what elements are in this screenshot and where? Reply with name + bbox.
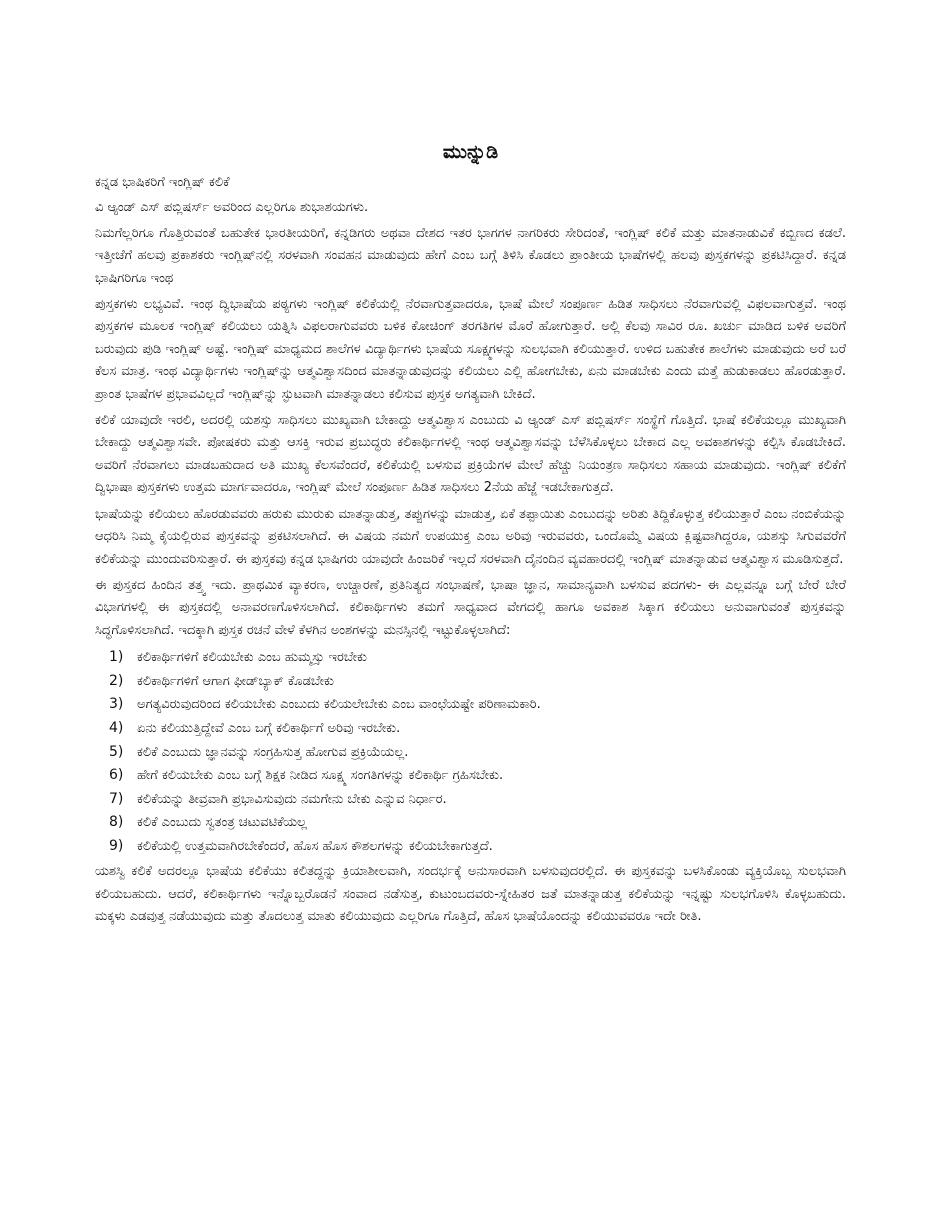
paragraph-5: ಈ ಪುಸ್ತಕದ ಹಿಂದಿನ ತತ್ತ್ವ ಇದು. ಪ್ರಾಥಮಿಕ ವ್ಯಾಕರಣ, ಉಚ್ಚಾರಣೆ, ಪ್ರತಿನಿತ್ಯದ ಸಂಭಾಷಣೆ, ಭಾಷಾ ಜ್ಞಾನ, ಸಾಮಾನ್ಯವಾಗಿ ಬಳಸುವ ಪದಗಳು- ಈ ಎಲ್ಲವನ್ನೂ ಬಗ್ಗೆ ಬೇರೆ ಬೇರೆ ವಿಭಾಗಗಳಲ್ಲಿ ಈ ಪುಸ್ತಕದಲ್ಲಿ ಅನಾವರಣಗೊಳಿಸಲಾಗಿದೆ. ಕಲಿಕಾರ್ಥಿಗಳು ತಮಗೆ ಸಾಧ್ಯವಾದ ವೇಗದಲ್ಲಿ ಹಾಗೂ ಅವಕಾಶ ಸಿಕ್ಕಾಗ ಕಲಿಯಲು ಅನುವಾಗುವಂತೆ ಪುಸ್ತಕವನ್ನು ಸಿದ್ಧಗೊಳಿಸಲಾಗಿದೆ. ಇದಕ್ಕಾಗಿ ಪುಸ್ತಕ ರಚನೆ ವೇಳೆ ಕೆಳಗಿನ ಅಂಶಗಳನ್ನು ಮನಸ್ಸಿನಲ್ಲಿ ಇಟ್ಟುಕೊಳ್ಳಲಾಗಿದೆ:: [95, 577, 846, 638]
list-item-number: 7): [109, 790, 124, 807]
greeting: ವಿ ಆ್ಯಂಡ್ ಎಸ್ ಪಬ್ಲಿಷರ್ಸ್ ಅವರಿಂದ ಎಲ್ಲರಿಗೂ ಶುಭಾಶಯಗಳು.: [95, 200, 369, 216]
paragraph-3: ಕಲಿಕೆ ಯಾವುದೇ ಇರಲಿ, ಅದರಲ್ಲಿ ಯಶಸ್ಸು ಸಾಧಿಸಲು ಮುಖ್ಯವಾಗಿ ಬೇಕಾದ್ದು ಆತ್ಮವಿಶ್ವಾಸ ಎಂಬುದು ವಿ ಆ್ಯಂಡ್ ಎಸ್ ಪಬ್ಲಿಷರ್ಸ್ ಸಂಸ್ಥೆಗೆ ಗೊತ್ತಿದೆ. ಭಾಷೆ ಕಲಿಕೆಯಲ್ಲೂ ಮುಖ್ಯವಾಗಿ ಬೇಕಾದ್ದು ಆತ್ಮವಿಶ್ವಾಸವೇ. ಪೋಷಕರು ಮತ್ತು ಆಸಕ್ತಿ ಇರುವ ಪ್ರಬುದ್ಧರು ಕಲಿಕಾರ್ಥಿಗಳಲ್ಲಿ ಇಂಥ ಆತ್ಮವಿಶ್ವಾಸವನ್ನು ಬೆಳೆಸಿಕೊಳ್ಳಲು ಬೇಕಾದ ಎಲ್ಲ ಅವಕಾಶಗಳನ್ನು ಕಲ್ಪಿಸಿ ಕೊಡಬೇಕಿದೆ. ಅವರಿಗೆ ನೆರವಾಗಲು ಮಾಡಬಹುದಾದ ಅತಿ ಮುಖ್ಯ ಕೆಲಸವೆಂದರೆ, ಕಲಿಕೆಯಲ್ಲಿ ಬಳಸುವ ಪ್ರಕ್ರಿಯೆಗಳ ಮೇಲೆ ಹೆಚ್ಚು ನಿಯಂತ್ರಣ ಸಾಧಿಸಲು ಸಹಾಯ ಮಾಡುವುದು. ಇಂಗ್ಲಿಷ್ ಕಲಿಕೆಗೆ ದ್ವಿಭಾಷಾ ಪುಸ್ತಕಗಳು ಉತ್ತಮ ಮಾರ್ಗವಾದರೂ, ಇಂಗ್ಲಿಷ್ ಮೇಲೆ ಸಂಪೂರ್ಣ ಹಿಡಿತ ಸಾಧಿಸಲು 2ನೆಯ ಹೆಜ್ಜೆ ಇಡಬೇಕಾಗುತ್ತದೆ.: [95, 413, 846, 496]
list-item: [109, 693, 846, 717]
list-item: [109, 764, 846, 788]
list-item: [109, 741, 846, 765]
list-item: [109, 670, 846, 694]
closing-paragraph: ಯಶಸ್ವಿ ಕಲಿಕೆ ಅದರಲ್ಲೂ ಭಾಷೆಯ ಕಲಿಕೆಯು ಕಲಿತದ್ದನ್ನು ಕ್ರಿಯಾಶೀಲವಾಗಿ, ಸಂದರ್ಭಕ್ಕೆ ಅನುಸಾರವಾಗಿ ಬಳಸುವುದರಲ್ಲಿದೆ. ಈ ಪುಸ್ತಕವನ್ನು ಬಳಸಿಕೊಂಡು ವ್ಯಕ್ತಿಯೊಬ್ಬ ಸುಲಭವಾಗಿ ಕಲಿಯಬಹುದು. ಆದರೆ, ಕಲಿಕಾರ್ಥಿಗಳು ಇನ್ನೊಬ್ಬರೊಡನೆ ಸಂವಾದ ನಡೆಸುತ್ತ, ಕುಟುಂಬದವರು-ಸ್ನೇಹಿತರ ಜತೆ ಮಾತನ್ನಾಡುತ್ತ ಕಲಿಕೆಯನ್ನು ಇನ್ನಷ್ಟು ಸುಲಭಗೊಳಿಸಿ ಕೊಳ್ಳಬಹುದು. ಮಕ್ಕಳು ಎಡವುತ್ತ ನಡೆಯುವುದು ಮತ್ತು ತೊದಲುತ್ತ ಮಾತು ಕಲಿಯುವುದು ಎಲ್ಲರಿಗೂ ಗೊತ್ತಿದೆ, ಹೊಸ ಭಾಷೆಯೊಂದನ್ನು ಕಲಿಯುವವರೂ ಇದೇ ರೀತಿ.: [95, 864, 846, 925]
list-item-number: 6): [109, 767, 124, 784]
list-item: [109, 835, 846, 859]
subtitle: ಕನ್ನಡ ಭಾಷಿಕರಿಗೆ ಇಂಗ್ಲಿಷ್ ಕಲಿಕೆ: [95, 175, 230, 190]
list-item: [109, 811, 846, 835]
list-item-text: ಕಲಿಕೆಯಲ್ಲಿ ಉತ್ತಮವಾಗಿರಬೇಕೆಂದರೆ, ಹೊಸ ಹೊಸ ಕೌಶಲಗಳನ್ನು ಕಲಿಯಬೇಕಾಗುತ್ತದೆ.: [137, 838, 493, 854]
points-list: [109, 646, 846, 858]
list-item-number: 4): [109, 719, 124, 736]
paragraph-2: ಪುಸ್ತಕಗಳು ಲಭ್ಯವಿವೆ. ಇಂಥ ದ್ವಿಭಾಷೆಯ ಪಠ್ಯಗಳು ಇಂಗ್ಲಿಷ್ ಕಲಿಕೆಯಲ್ಲಿ ನೆರವಾಗುತ್ತವಾದರೂ, ಭಾಷೆ ಮೇಲೆ ಸಂಪೂರ್ಣ ಹಿಡಿತ ಸಾಧಿಸಲು ನೆರವಾಗುವಲ್ಲಿ ವಿಫಲವಾಗುತ್ತವೆ. ಇಂಥ ಪುಸ್ತಕಗಳ ಮೂಲಕ ಇಂಗ್ಲಿಷ್ ಕಲಿಯಲು ಯತ್ನಿಸಿ ವಿಫಲರಾಗುವವರು ಬಳಿಕ ಕೋಚಿಂಗ್ ತರಗತಿಗಳ ಮೊರೆ ಹೋಗುತ್ತಾರೆ. ಅಲ್ಲಿ ಕೆಲವು ಸಾವಿರ ರೂ. ಖರ್ಚು ಮಾಡಿದ ಬಳಿಕ ಅವರಿಗೆ ಬರುವುದು ಪುಡಿ ಇಂಗ್ಲಿಷ್ ಅಷ್ಟೆ. ಇಂಗ್ಲಿಷ್ ಮಾಧ್ಯಮದ ಶಾಲೆಗಳ ವಿದ್ಯಾರ್ಥಿಗಳು ಭಾಷೆಯ ಸೂಕ್ಷ್ಮಗಳನ್ನು ಸುಲಭವಾಗಿ ಕಲಿಯುತ್ತಾರೆ. ಉಳಿದ ಬಹುತೇಕ ಶಾಲೆಗಳು ಮಾಡುವುದು ಅರೆ ಬರೆ ಕೆಲಸ ಮಾತ್ರ. ಇಂಥ ವಿದ್ಯಾರ್ಥಿಗಳು ಇಂಗ್ಲಿಷ್‌ನ್ನು ಆತ್ಮವಿಶ್ವಾಸದಿಂದ ಮಾತನ್ನಾಡುವುದನ್ನು ಕಲಿಯಲು ಎಲ್ಲಿ ಹೋಗಬೇಕು, ಏನು ಮಾಡಬೇಕು ಎಂದು ಮತ್ತೆ ಹುಡುಕಾಡಲು ಹೊರಡುತ್ತಾರೆ. ಪ್ರಾಂತ ಭಾಷೆಗಳ ಪ್ರಭಾವವಿಲ್ಲದೆ ಇಂಗ್ಲಿಷ್‌ನ್ನು ಸ್ಫುಟವಾಗಿ ಮಾತನ್ನಾಡಲು ಕಲಿಸುವ ಪುಸ್ತಕ ಅಗತ್ಯವಾಗಿ ಬೇಕಿದೆ.: [95, 297, 846, 402]
list-item-text: ಅಗತ್ಯವಿರುವುದರಿಂದ ಕಲಿಯಬೇಕು ಎಂಬುದು ಕಲಿಯಲೇಬೇಕು ಎಂಬ ವಾಂಛೆಯಷ್ಟೇ ಪರಿಣಾಮಕಾರಿ.: [137, 697, 541, 713]
list-item-number: 5): [109, 743, 124, 760]
list-item-number: 1): [109, 649, 124, 666]
list-item-text: ಕಲಿಕೆಯನ್ನು ತೀವ್ರವಾಗಿ ಪ್ರಭಾವಿಸುವುದು ನಮಗೇನು ಬೇಕು ಎನ್ನುವ ನಿರ್ಧಾರ.: [137, 791, 447, 807]
list-item: [109, 788, 846, 812]
page-title: ಮುನ್ನುಡಿ: [442, 141, 499, 163]
list-item: [109, 717, 846, 741]
paragraph-1: ನಿಮಗೆಲ್ಲರಿಗೂ ಗೊತ್ತಿರುವಂತೆ ಬಹುತೇಕ ಭಾರತೀಯರಿಗೆ, ಕನ್ನಡಿಗರು ಅಥವಾ ದೇಶದ ಇತರ ಭಾಗಗಳ ನಾಗರಿಕರು ಸೇರಿದಂತೆ, ಇಂಗ್ಲಿಷ್ ಕಲಿಕೆ ಮತ್ತು ಮಾತನಾಡುವಿಕೆ ಕಬ್ಬಿಣದ ಕಡಲೆ. ಇತ್ತೀಚೆಗೆ ಹಲವು ಪ್ರಕಾಶಕರು ಇಂಗ್ಲಿಷ್‌ನಲ್ಲಿ ಸರಳವಾಗಿ ಸಂವಹನ ಮಾಡುವುದು ಹೇಗೆ ಎಂಬ ಬಗ್ಗೆ ತಿಳಿಸಿ ಕೊಡಲು ಪ್ರಾಂತೀಯ ಭಾಷೆಗಳಲ್ಲಿ ಹಲವು ಪುಸ್ತಕಗಳನ್ನು ಪ್ರಕಟಿಸಿದ್ದಾರೆ. ಕನ್ನಡ ಭಾಷಿಗರಿಗೂ ಇಂಥ: [95, 225, 846, 286]
list-item-number: 9): [109, 837, 124, 854]
paragraph-4: ಭಾಷೆಯನ್ನು ಕಲಿಯಲು ಹೊರಡುವವರು ಹರುಕು ಮುರುಕು ಮಾತನ್ನಾಡುತ್ತ, ತಪ್ಪುಗಳನ್ನು ಮಾಡುತ್ತ, ಏಕೆ ತಪ್ಪಾಯಿತು ಎಂಬುದನ್ನು ಅರಿತು ತಿದ್ದಿಕೊಳ್ಳುತ್ತ ಕಲಿಯುತ್ತಾರೆ ಎಂಬ ನಂಬಿಕೆಯನ್ನು ಆಧರಿಸಿ ನಿಮ್ಮ ಕೈಯಲ್ಲಿರುವ ಪುಸ್ತಕವನ್ನು ಪ್ರಕಟಿಸಲಾಗಿದೆ. ಈ ವಿಷಯ ನಮಗೆ ಉಪಯುಕ್ತ ಎಂಬ ಅರಿವು ಇರುವವರು, ಒಂದೊಮ್ಮೆ ವಿಷಯ ಕ್ಲಿಷ್ಟವಾಗಿದ್ದರೂ, ಯಶಸ್ಸು ಸಿಗುವವರೆಗೆ ಕಲಿಕೆಯನ್ನು ಮುಂದುವರಿಸುತ್ತಾರೆ. ಈ ಪುಸ್ತಕವು ಕನ್ನಡ ಭಾಷಿಗರು ಯಾವುದೇ ಹಿಂಜರಿಕೆ ಇಲ್ಲದೆ ಸರಳವಾಗಿ ದೈನಂದಿನ ವ್ಯವಹಾರದಲ್ಲಿ ಇಂಗ್ಲಿಷ್ ಮಾತನ್ನಾಡುವ ಆತ್ಮವಿಶ್ವಾಸ ಮೂಡಿಸುತ್ತದೆ.: [95, 506, 846, 567]
list-item-text: ಹೇಗೆ ಕಲಿಯಬೇಕು ಎಂಬ ಬಗ್ಗೆ ಶಿಕ್ಷಕ ನೀಡಿದ ಸೂಕ್ಷ್ಮ ಸಂಗತಿಗಳನ್ನು ಕಲಿಕಾರ್ಥಿ ಗ್ರಹಿಸಬೇಕು.: [137, 768, 504, 784]
list-item-text: ಕಲಿಕಾರ್ಥಿಗಳಿಗೆ ಕಲಿಯಬೇಕು ಎಂಬ ಹುಮ್ಮಸ್ಸು ಇರಬೇಕು: [137, 650, 368, 666]
list-item: [109, 646, 846, 670]
list-item-text: ಕಲಿಕೆ ಎಂಬುದು ಜ್ಞಾನವನ್ನು ಸಂಗ್ರಹಿಸುತ್ತ ಹೋಗುವ ಪ್ರಕ್ರಿಯೆಯಲ್ಲ.: [137, 744, 409, 760]
list-item-text: ಕಲಿಕೆ ಎಂಬುದು ಸ್ವತಂತ್ರ ಚಟುವಟಿಕೆಯಲ್ಲ: [137, 815, 307, 831]
list-item-number: 3): [109, 696, 124, 713]
list-item-number: 8): [109, 814, 124, 831]
list-item-text: ಕಲಿಕಾರ್ಥಿಗಳಿಗೆ ಆಗಾಗ ಫೀಡ್‌ಬ್ಯಾಕ್ ಕೊಡಬೇಕು: [137, 673, 334, 689]
list-item-text: ಏನು ಕಲಿಯುತ್ತಿದ್ದೇವೆ ಎಂಬ ಬಗ್ಗೆ ಕಲಿಕಾರ್ಥಿಗೆ ಅರಿವು ಇರಬೇಕು.: [137, 720, 401, 736]
list-item-number: 2): [109, 672, 124, 689]
